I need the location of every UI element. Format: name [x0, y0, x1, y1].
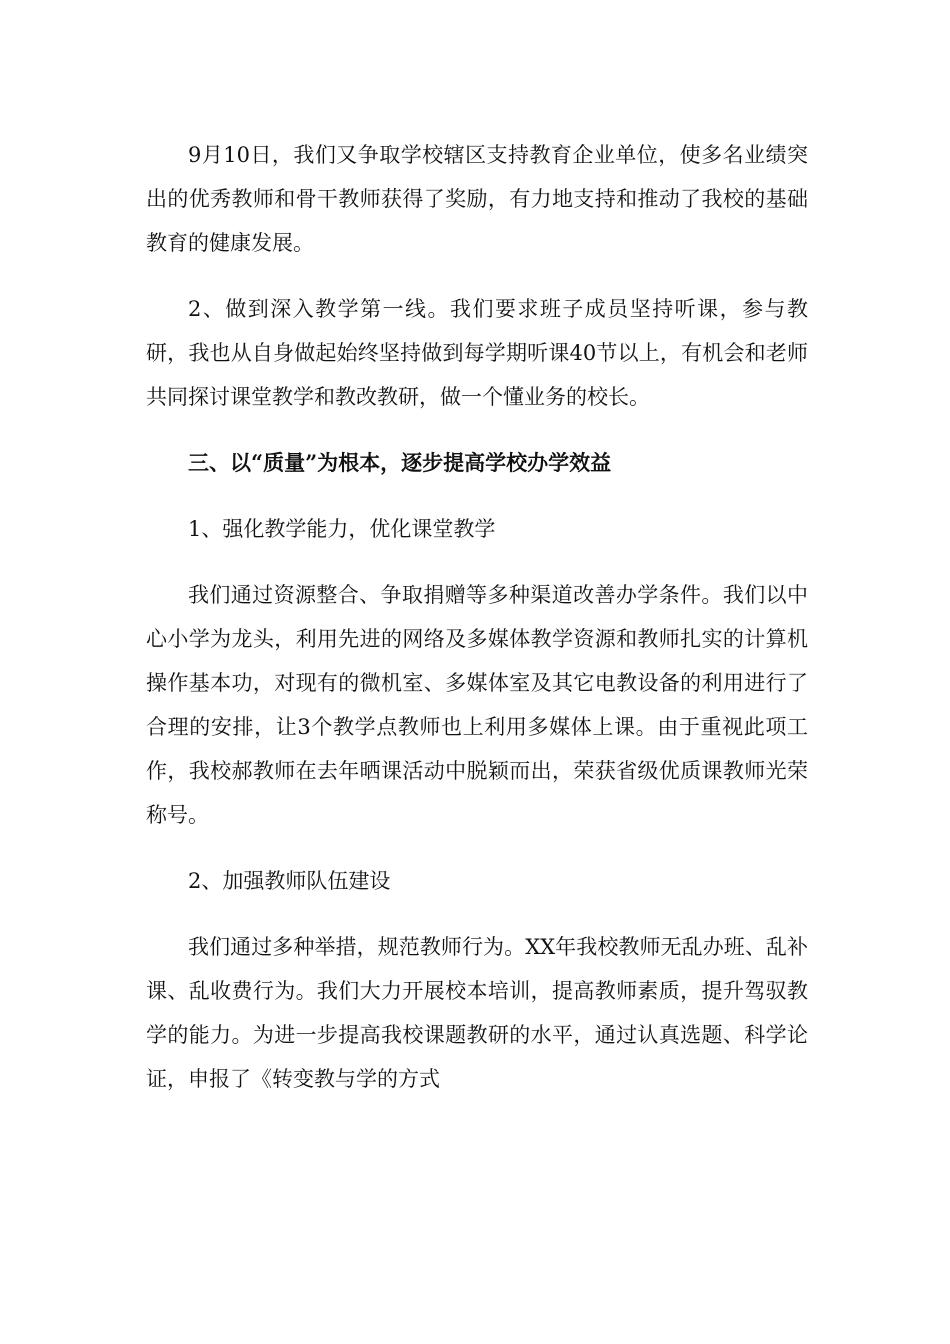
subheading-teaching-ability: 1、强化教学能力，优化课堂教学 [188, 517, 496, 541]
paragraph-teacher-conduct: 我们通过多种举措，规范教师行为。XX年我校教师无乱办班、乱补课、乱收费行为。我们大力开展校本培训，提高教师素质，提升驾驭教学的能力。为进一步提高我校课题教研的水平，通过认真选题、科学论证，申报了《转变教与学的方式 [146, 935, 808, 1091]
section-heading-quality: 三、以“质量”为根本，逐步提高学校办学效益 [188, 450, 612, 475]
paragraph-resource-integration: 我们通过资源整合、争取捐赠等多种渠道改善办学条件。我们以中心小学为龙头，利用先进的网络及多媒体教学资源和教师扎实的计算机操作基本功，对现有的微机室、多媒体室及其它电教设备的利用进行了合理的安排，让3个教学点教师也上利用多媒体上课。由于重视此项工作，我校郝教师在去年晒课活动中脱颖而出，荣获省级优质课教师光荣称号。 [146, 583, 808, 827]
document-body [146, 133, 808, 1101]
paragraph-teaching-frontline: 2、做到深入教学第一线。我们要求班子成员坚持听课，参与教研，我也从自身做起始终坚持做到每学期听课40节以上，有机会和老师共同探讨课堂教学和教改教研，做一个懂业务的校长。 [146, 297, 808, 409]
paragraph-teacher-awards: 9月10日，我们又争取学校辖区支持教育企业单位，使多名业绩突出的优秀教师和骨干教师获得了奖励，有力地支持和推动了我校的基础教育的健康发展。 [146, 143, 808, 255]
subheading-teacher-team: 2、加强教师队伍建设 [188, 869, 391, 893]
